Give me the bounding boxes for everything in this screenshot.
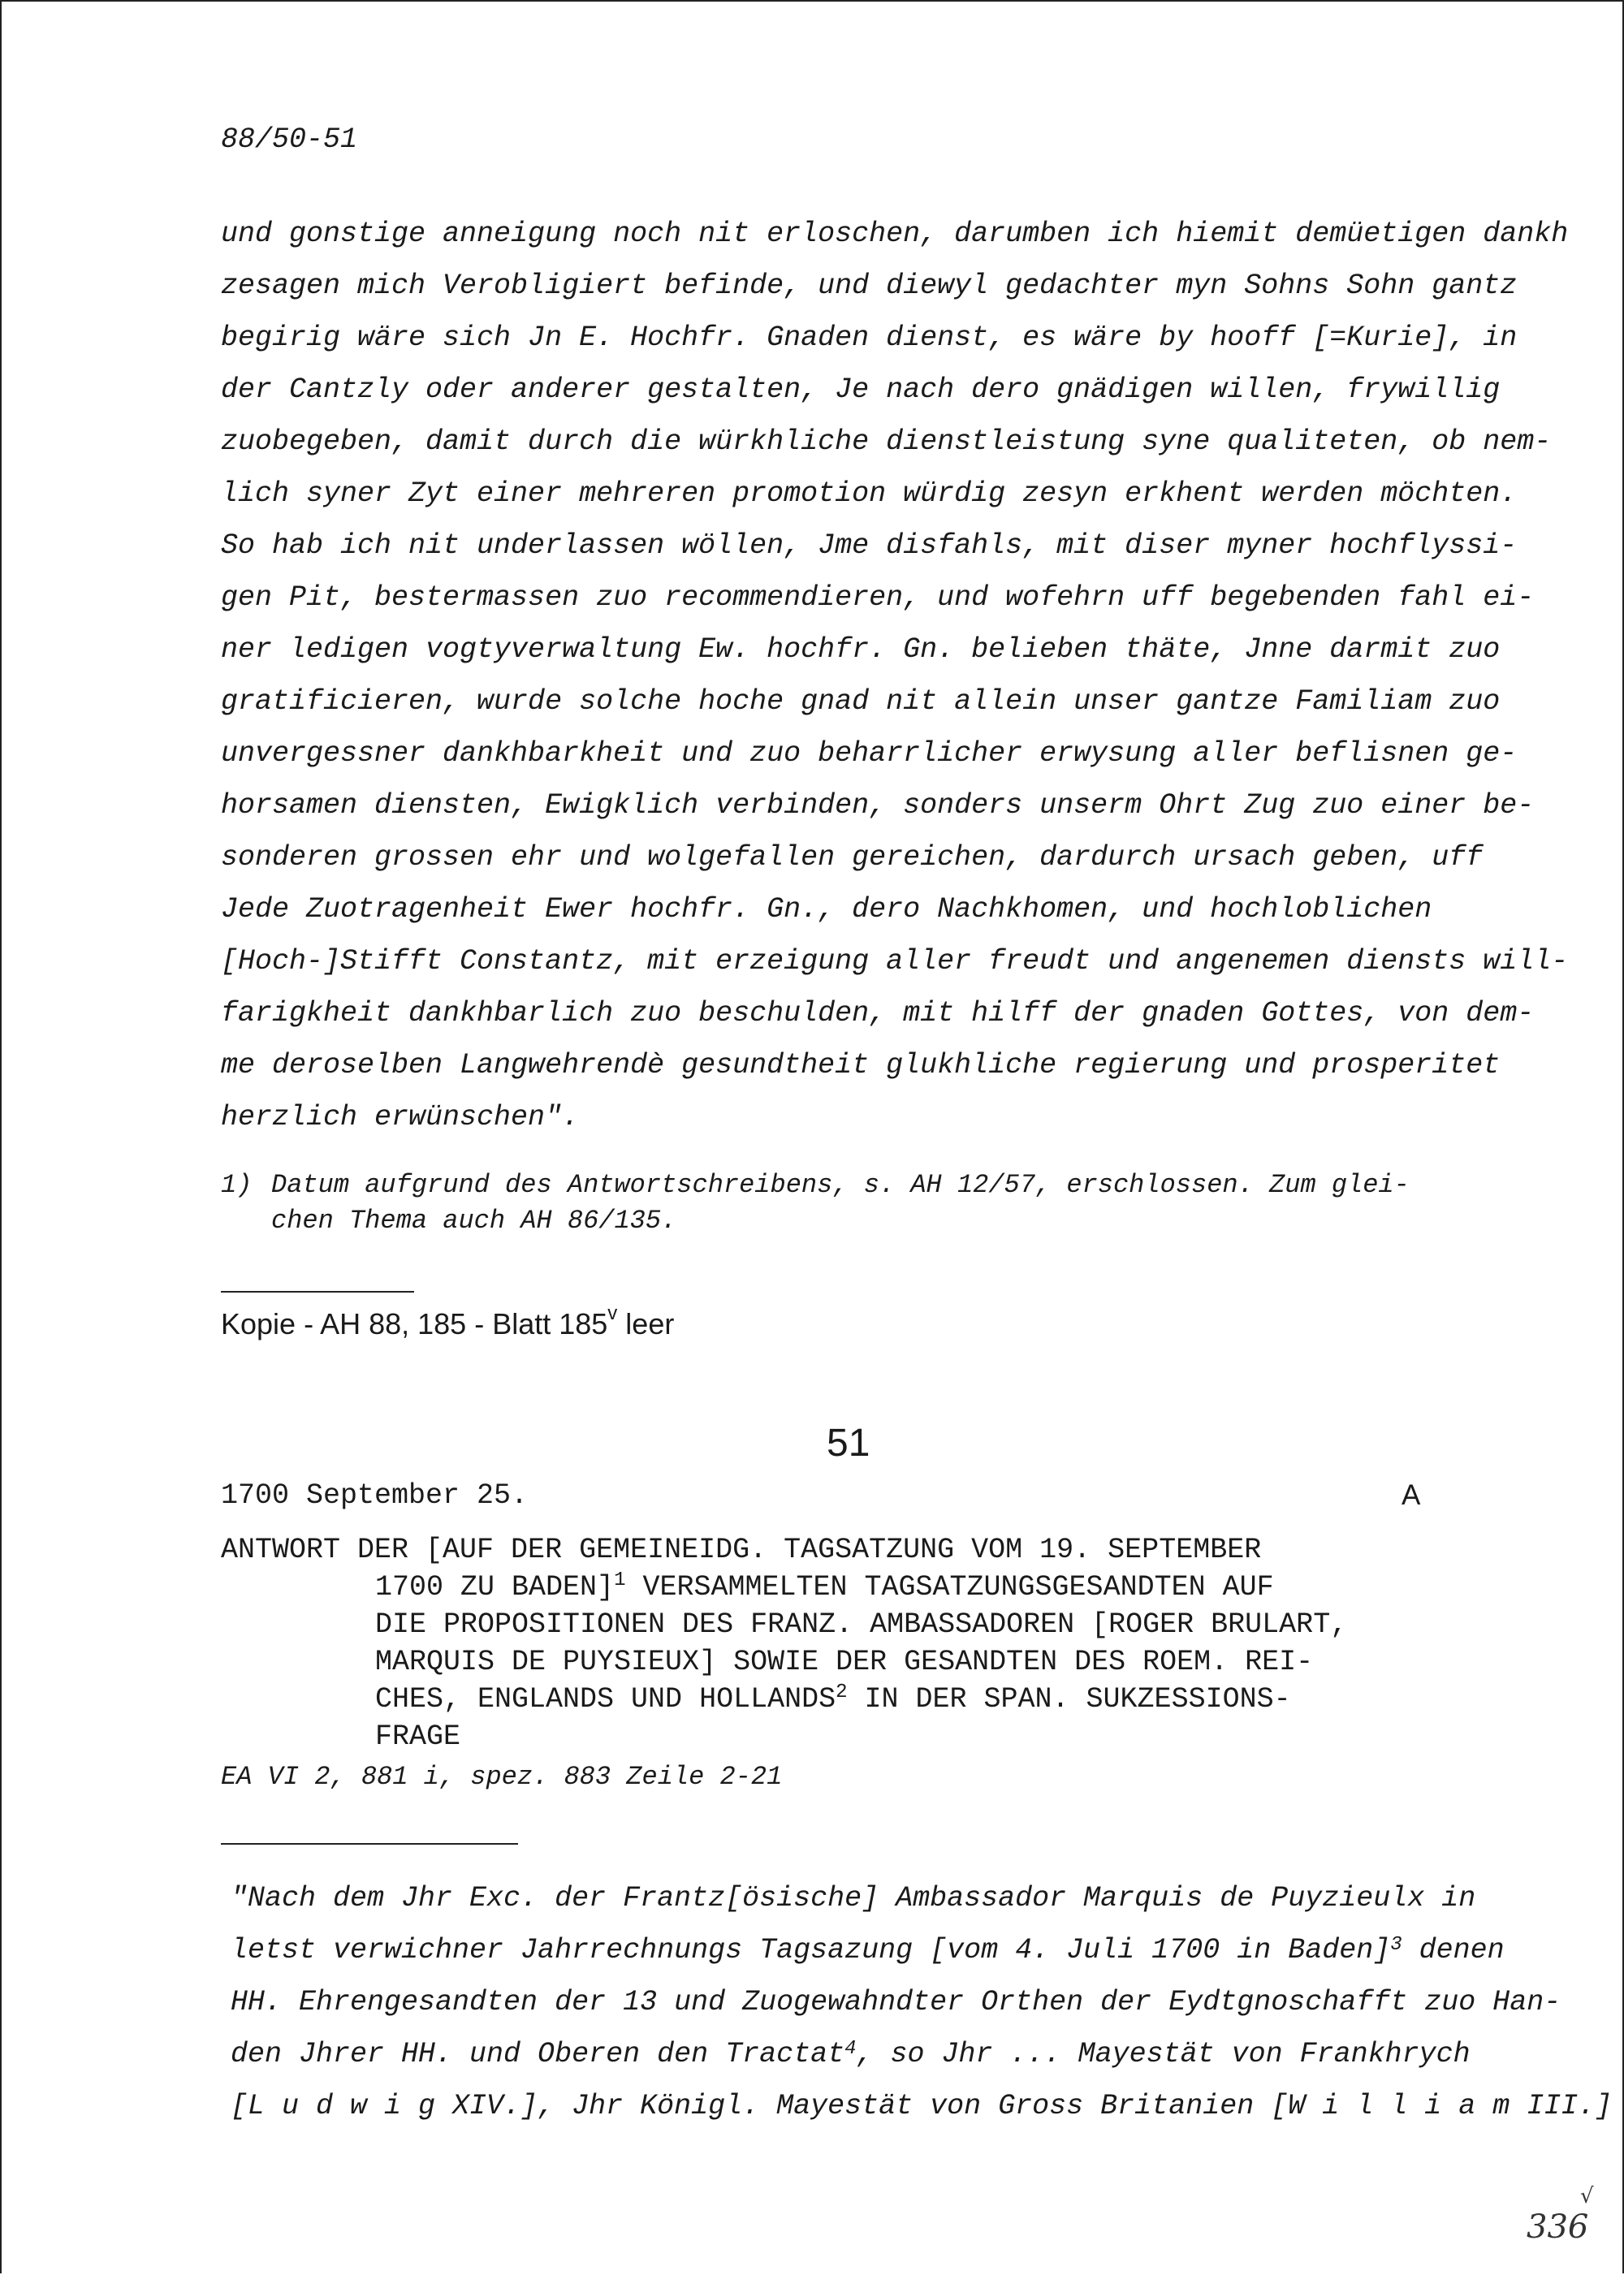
copy-note-superscript: v (607, 1302, 618, 1324)
footnote-number: 1) (221, 1170, 253, 1200)
separator-rule (221, 1843, 518, 1845)
check-mark-icon: √ (1580, 2184, 1594, 2208)
body-line: und gonstige anneigung noch nit erloschen, darumben ich hiemit demüetigen dankh (221, 218, 1569, 250)
quote-line: [L u d w i g XIV.], Jhr Königl. Mayestät von Gross Britanien [W i l l i a m III.] (231, 2090, 1613, 2122)
body-line: [Hoch-]Stifft Constantz, mit erzeigung aller freudt und angenemen diensts will- (221, 945, 1569, 978)
quote-line: "Nach dem Jhr Exc. der Frantz[ösische] Ambassador Marquis de Puyzieulx in (231, 1882, 1476, 1915)
body-line: der Cantzly oder anderer gestalten, Je nach dero gnädigen willen, frywillig (221, 373, 1501, 406)
footnote-ref: 1 (614, 1569, 626, 1591)
body-line: herzlich erwünschen". (221, 1101, 580, 1133)
quote-body (231, 1872, 1613, 2132)
body-line: zesagen mich Verobligiert befinde, und diewyl gedachter myn Sohns Sohn gantz (221, 270, 1518, 302)
footnote-text: chen Thema auch AH 86/135. (271, 1206, 677, 1236)
handwritten-page-number: 336 (1527, 2208, 1589, 2246)
footnote-text: Datum aufgrund des Antwortschreibens, s. AH 12/57, erschlossen. Zum glei- (271, 1170, 1410, 1200)
body-line: So hab ich nit underlassen wöllen, Jme disfahls, mit diser myner hochflyssi- (221, 529, 1518, 562)
footnote (221, 1168, 1536, 1239)
document-heading: ANTWORT DER [AUF DER GEMEINEIDG. TAGSATZUNG VOM 19. SEPTEMBER 1700 ZU BADEN]$^1$ VERSAMMELTEN TAGSATZUNGSGESANDTEN AUF DIE PROPOSITIONEN DES FRANZ. AMBASSADOREN [ROGER BRULART, MARQUIS DE PUYSIEUX] SOWIE DER GESANDTEN DES ROEM. REI- CHES, ENGLANDS UND HOLLANDS$^2$ IN DER SPAN. SUKZESSIONS- FRAGE (221, 1534, 1348, 1753)
quote-line: letst verwichner Jahrrechnungs Tagsazung [vom 4. Juli 1700 in Baden]$^3$ denen (231, 1934, 1505, 1966)
footnote-ref: 2 (836, 1681, 848, 1703)
page-reference: 88/50-51 (221, 123, 358, 156)
source-reference: EA VI 2, 881 i, spez. 883 Zeile 2-21 (221, 1762, 783, 1792)
section-letter: A (1402, 1479, 1421, 1511)
copy-note-suffix: leer (617, 1307, 675, 1340)
body-line: zuobegeben, damit durch die würkhliche dienstleistung syne qualiteten, ob nem- (221, 425, 1552, 458)
quote-line: HH. Ehrengesandten der 13 und Zuogewahndter Orthen der Eydtgnoschafft zuo Han- (231, 1986, 1561, 2018)
copy-note-text: Kopie - AH 88, 185 - Blatt 185 (221, 1307, 608, 1340)
document-number: 51 (827, 1422, 870, 1465)
footnote-ref: 4 (844, 2038, 857, 2060)
body-line: begirig wäre sich Jn E. Hochfr. Gnaden dienst, es wäre by hooff [=Kurie], in (221, 322, 1518, 354)
body-line: unvergessner dankhbarkheit und zuo beharrlicher erwysung aller beflisnen ge- (221, 737, 1518, 770)
document-date: 1700 September 25. (221, 1479, 529, 1512)
copy-note (221, 1302, 675, 1341)
body-line: Jede Zuotragenheit Ewer hochfr. Gn., dero Nachkhomen, und hochloblichen (221, 893, 1432, 926)
body-line: me deroselben Langwehrendè gesundtheit glukhliche regierung und prosperitet (221, 1049, 1501, 1081)
body-line: gen Pit, bestermassen zuo recommendieren, und wofehrn uff begebenden fahl ei- (221, 581, 1535, 614)
separator-rule (221, 1291, 414, 1293)
body-line: farigkheit dankhbarlich zuo beschulden, mit hilff der gnaden Gottes, von dem- (221, 997, 1535, 1030)
body-line: sonderen grossen ehr und wolgefallen gereichen, dardurch ursach geben, uff (221, 841, 1484, 874)
body-line: ner ledigen vogtyverwaltung Ew. hochfr. Gn. belieben thäte, Jnne darmit zuo (221, 633, 1501, 666)
body-line: lich syner Zyt einer mehreren promotion würdig zesyn erkhent werden möchten. (221, 477, 1518, 510)
quote-line: den Jhrer HH. und Oberen den Tractat$^4$, so Jhr ... Mayestät von Frankhrych (231, 2038, 1471, 2070)
body-line: horsamen diensten, Ewigklich verbinden, sonders unserm Ohrt Zug zuo einer be- (221, 789, 1535, 822)
footnote-ref: 3 (1390, 1934, 1402, 1956)
letter-body (221, 208, 1569, 1143)
body-line: gratificieren, wurde solche hoche gnad nit allein unser gantze Familiam zuo (221, 685, 1501, 718)
